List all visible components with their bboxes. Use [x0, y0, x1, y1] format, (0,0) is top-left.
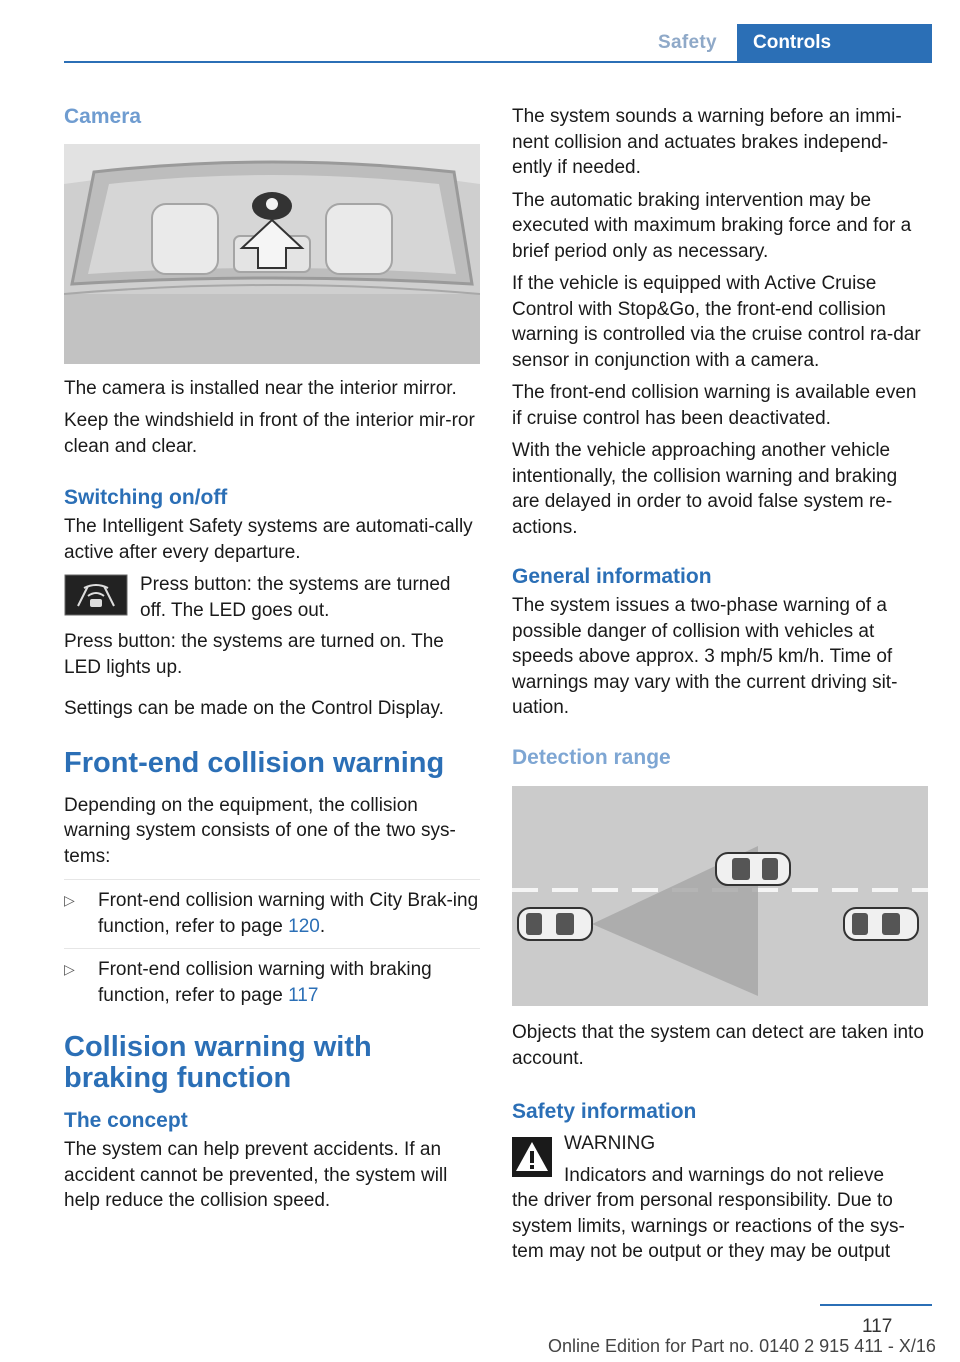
button-instruction — [64, 572, 480, 623]
bullet-2-text: Front-end collision warning with braking function, refer to page — [98, 959, 432, 1006]
right-paragraph-5: With the vehicle approaching another vehicle intentionally, the collision warning and braking are delayed in order to avoid false system re‐actions. — [512, 440, 898, 538]
right-paragraph-3: If the vehicle is equipped with Active Cruise Control with Stop&Go, the front-end collision warning is controlled via the cruise control ra‐dar sensor in conjunction with a camera. — [512, 273, 921, 371]
detection-range-illustration — [512, 786, 928, 1006]
fecw-bullet-list — [64, 879, 480, 1008]
header-rule — [64, 61, 932, 63]
header-tab-controls: Controls — [737, 24, 932, 62]
bullet-1-text: Front-end collision warning with City Brak‐ing function, refer to page — [98, 890, 479, 937]
button-instruction-text: Press button: the systems are turned off. The LED goes out. — [140, 574, 451, 621]
switching-heading: Switching on/off — [64, 486, 228, 509]
warning-label: WARNING — [564, 1133, 656, 1154]
list-item: ▷ Front-end collision warning with City Brak‐ing function, refer to page 120. — [64, 879, 480, 939]
right-column — [512, 104, 928, 1272]
detection-paragraph: Objects that the system can detect are taken into account. — [512, 1022, 924, 1069]
camera-paragraph-1: The camera is installed near the interior mirror. — [64, 377, 457, 399]
right-paragraph-1: The system sounds a warning before an immi‐nent collision and actuates brakes independ‐ently if needed. — [512, 106, 902, 178]
switching-paragraph-3: Settings can be made on the Control Display. — [64, 698, 444, 719]
collision-warning-button-icon — [64, 574, 128, 616]
warning-triangle-icon — [512, 1137, 552, 1177]
safety-heading: Safety information — [512, 1100, 697, 1123]
detection-heading: Detection range — [512, 745, 671, 769]
warning-text-2: the driver from personal responsibility. Due to system limits, warnings or reactions of the sys‐tem may not be output or they may be output — [512, 1190, 905, 1262]
triangle-bullet-icon: ▷ — [64, 961, 75, 977]
cwbf-heading: Collision warning with braking function — [64, 1031, 372, 1094]
camera-heading: Camera — [64, 105, 142, 128]
camera-illustration — [64, 144, 480, 364]
list-item — [64, 948, 480, 1008]
switching-paragraph-2: Press button: the systems are turned on. The LED lights up. — [64, 631, 444, 678]
concept-paragraph: The system can help prevent accidents. If an accident cannot be prevented, the system will help reduce the collision speed. — [64, 1139, 448, 1211]
concept-heading: The concept — [64, 1109, 188, 1132]
switching-paragraph-1: The Intelligent Safety systems are automati‐cally active after every departure. — [64, 516, 473, 563]
camera-paragraph-2: Keep the windshield in front of the interior mir‐ror clean and clear. — [64, 410, 475, 457]
page-link-120[interactable]: 120 — [288, 915, 320, 937]
left-column — [64, 98, 480, 1221]
warning-text-1: Indicators and warnings do not relieve — [564, 1164, 885, 1186]
triangle-bullet-icon: ▷ — [64, 892, 75, 908]
page-number: 117 — [862, 1316, 893, 1337]
general-paragraph: The system issues a two-phase warning of a possible danger of collision with vehicles at speeds above approx. 3 mph/5 km/h. Time of warnings may vary with the current driving sit‐uation. — [512, 595, 898, 718]
footer-rule — [820, 1304, 932, 1306]
fecw-paragraph-1: Depending on the equipment, the collision warning system consists of one of the two sys‐tems: — [64, 794, 456, 867]
edition-footer: Online Edition for Part no. 0140 2 915 411 - X/16 — [548, 1336, 936, 1356]
warning-block — [512, 1131, 928, 1188]
fecw-heading: Front-end collision warning — [64, 746, 445, 779]
right-paragraph-2: The automatic braking intervention may be executed with maximum braking force and for a brief period only as necessary. — [512, 189, 912, 262]
general-heading: General information — [512, 565, 712, 588]
page-link-117[interactable]: 117 — [288, 984, 319, 1006]
header-section: Safety — [658, 32, 717, 53]
right-paragraph-4: The front-end collision warning is available even if cruise control has been deactivated. — [512, 382, 917, 429]
